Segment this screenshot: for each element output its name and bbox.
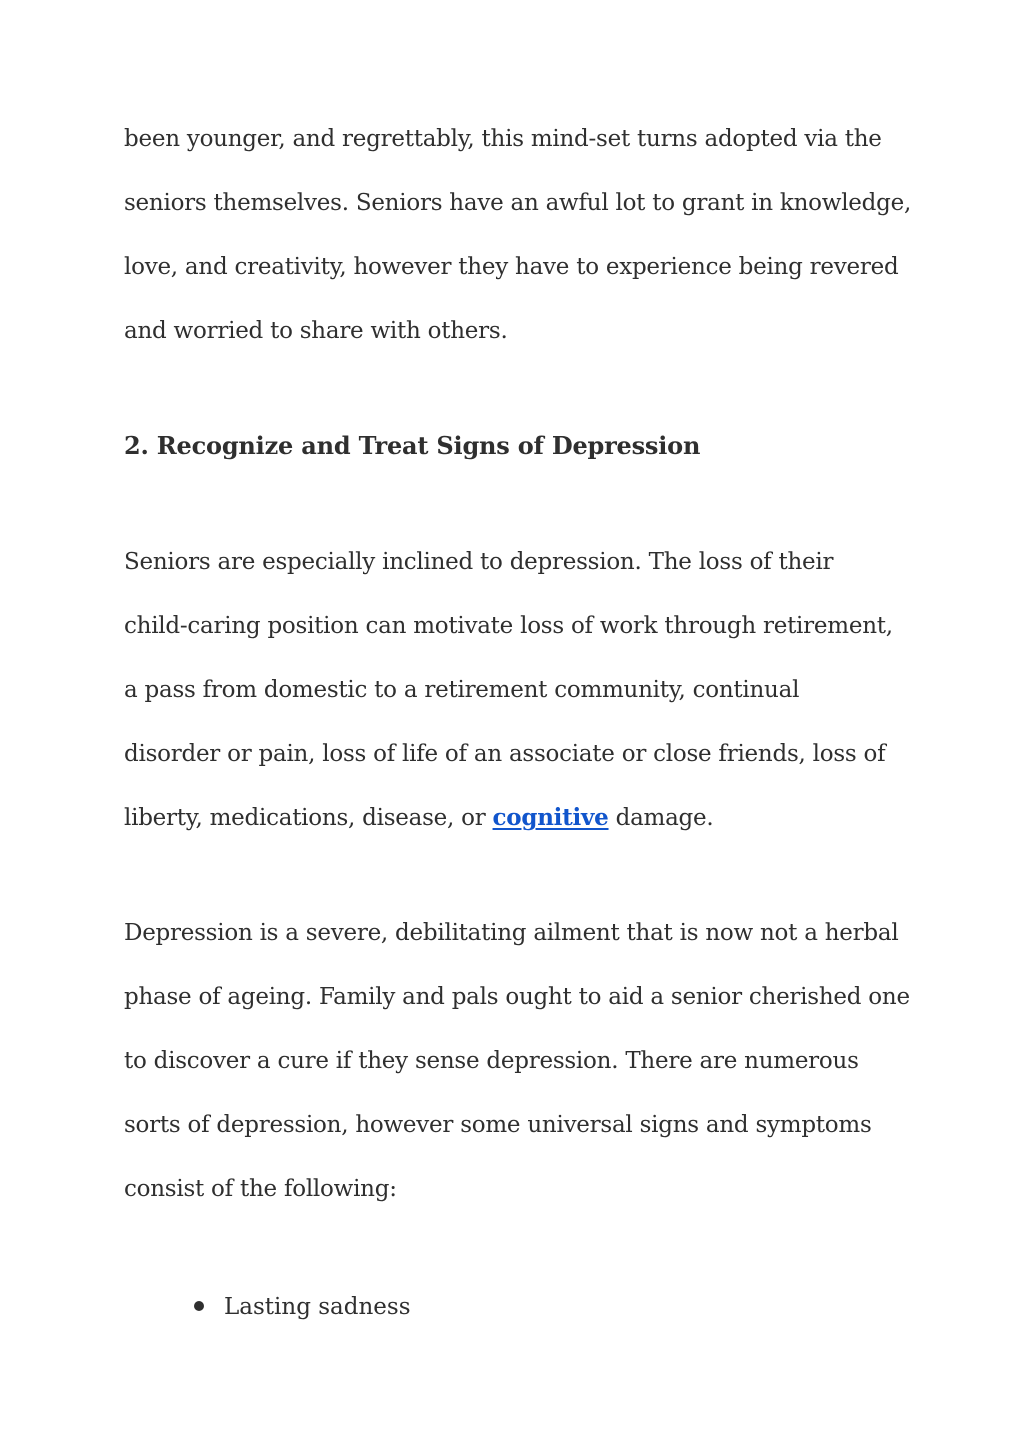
list-item-text: Lasting sadness xyxy=(224,1294,411,1320)
list-item xyxy=(194,1292,411,1322)
paragraph-3-line-1: Depression is a severe, debilitating ailment that is now not a herbal xyxy=(124,920,899,946)
paragraph-2-line-4: disorder or pain, loss of life of an associate or close friends, loss of xyxy=(124,741,886,767)
paragraph-2-line-5-before: liberty, medications, disease, or xyxy=(124,805,486,831)
paragraph-3-line-4: sorts of depression, however some universal signs and symptoms xyxy=(124,1112,872,1138)
paragraph-3-line-3: to discover a cure if they sense depression. There are numerous xyxy=(124,1048,859,1074)
paragraph-3-line-2: phase of ageing. Family and pals ought to aid a senior cherished one xyxy=(124,984,910,1010)
paragraph-1-line-3: love, and creativity, however they have to experience being revered xyxy=(124,254,899,280)
paragraph-2-line-2: child-caring position can motivate loss of work through retirement, xyxy=(124,613,893,639)
cognitive-link[interactable]: cognitive xyxy=(492,804,609,831)
paragraph-3-line-5: consist of the following: xyxy=(124,1176,397,1202)
paragraph-1-line-4: and worried to share with others. xyxy=(124,318,508,344)
bullet-icon xyxy=(194,1301,204,1311)
paragraph-2-line-5 xyxy=(124,803,713,833)
paragraph-1-line-2: seniors themselves. Seniors have an awful lot to grant in knowledge, xyxy=(124,190,912,216)
paragraph-1-line-1: been younger, and regrettably, this mind-set turns adopted via the xyxy=(124,126,882,152)
paragraph-2-line-3: a pass from domestic to a retirement community, continual xyxy=(124,677,800,703)
section-heading: 2. Recognize and Treat Signs of Depression xyxy=(124,431,701,460)
paragraph-2-line-1: Seniors are especially inclined to depression. The loss of their xyxy=(124,549,834,575)
paragraph-2-line-5-after: damage. xyxy=(615,805,714,831)
